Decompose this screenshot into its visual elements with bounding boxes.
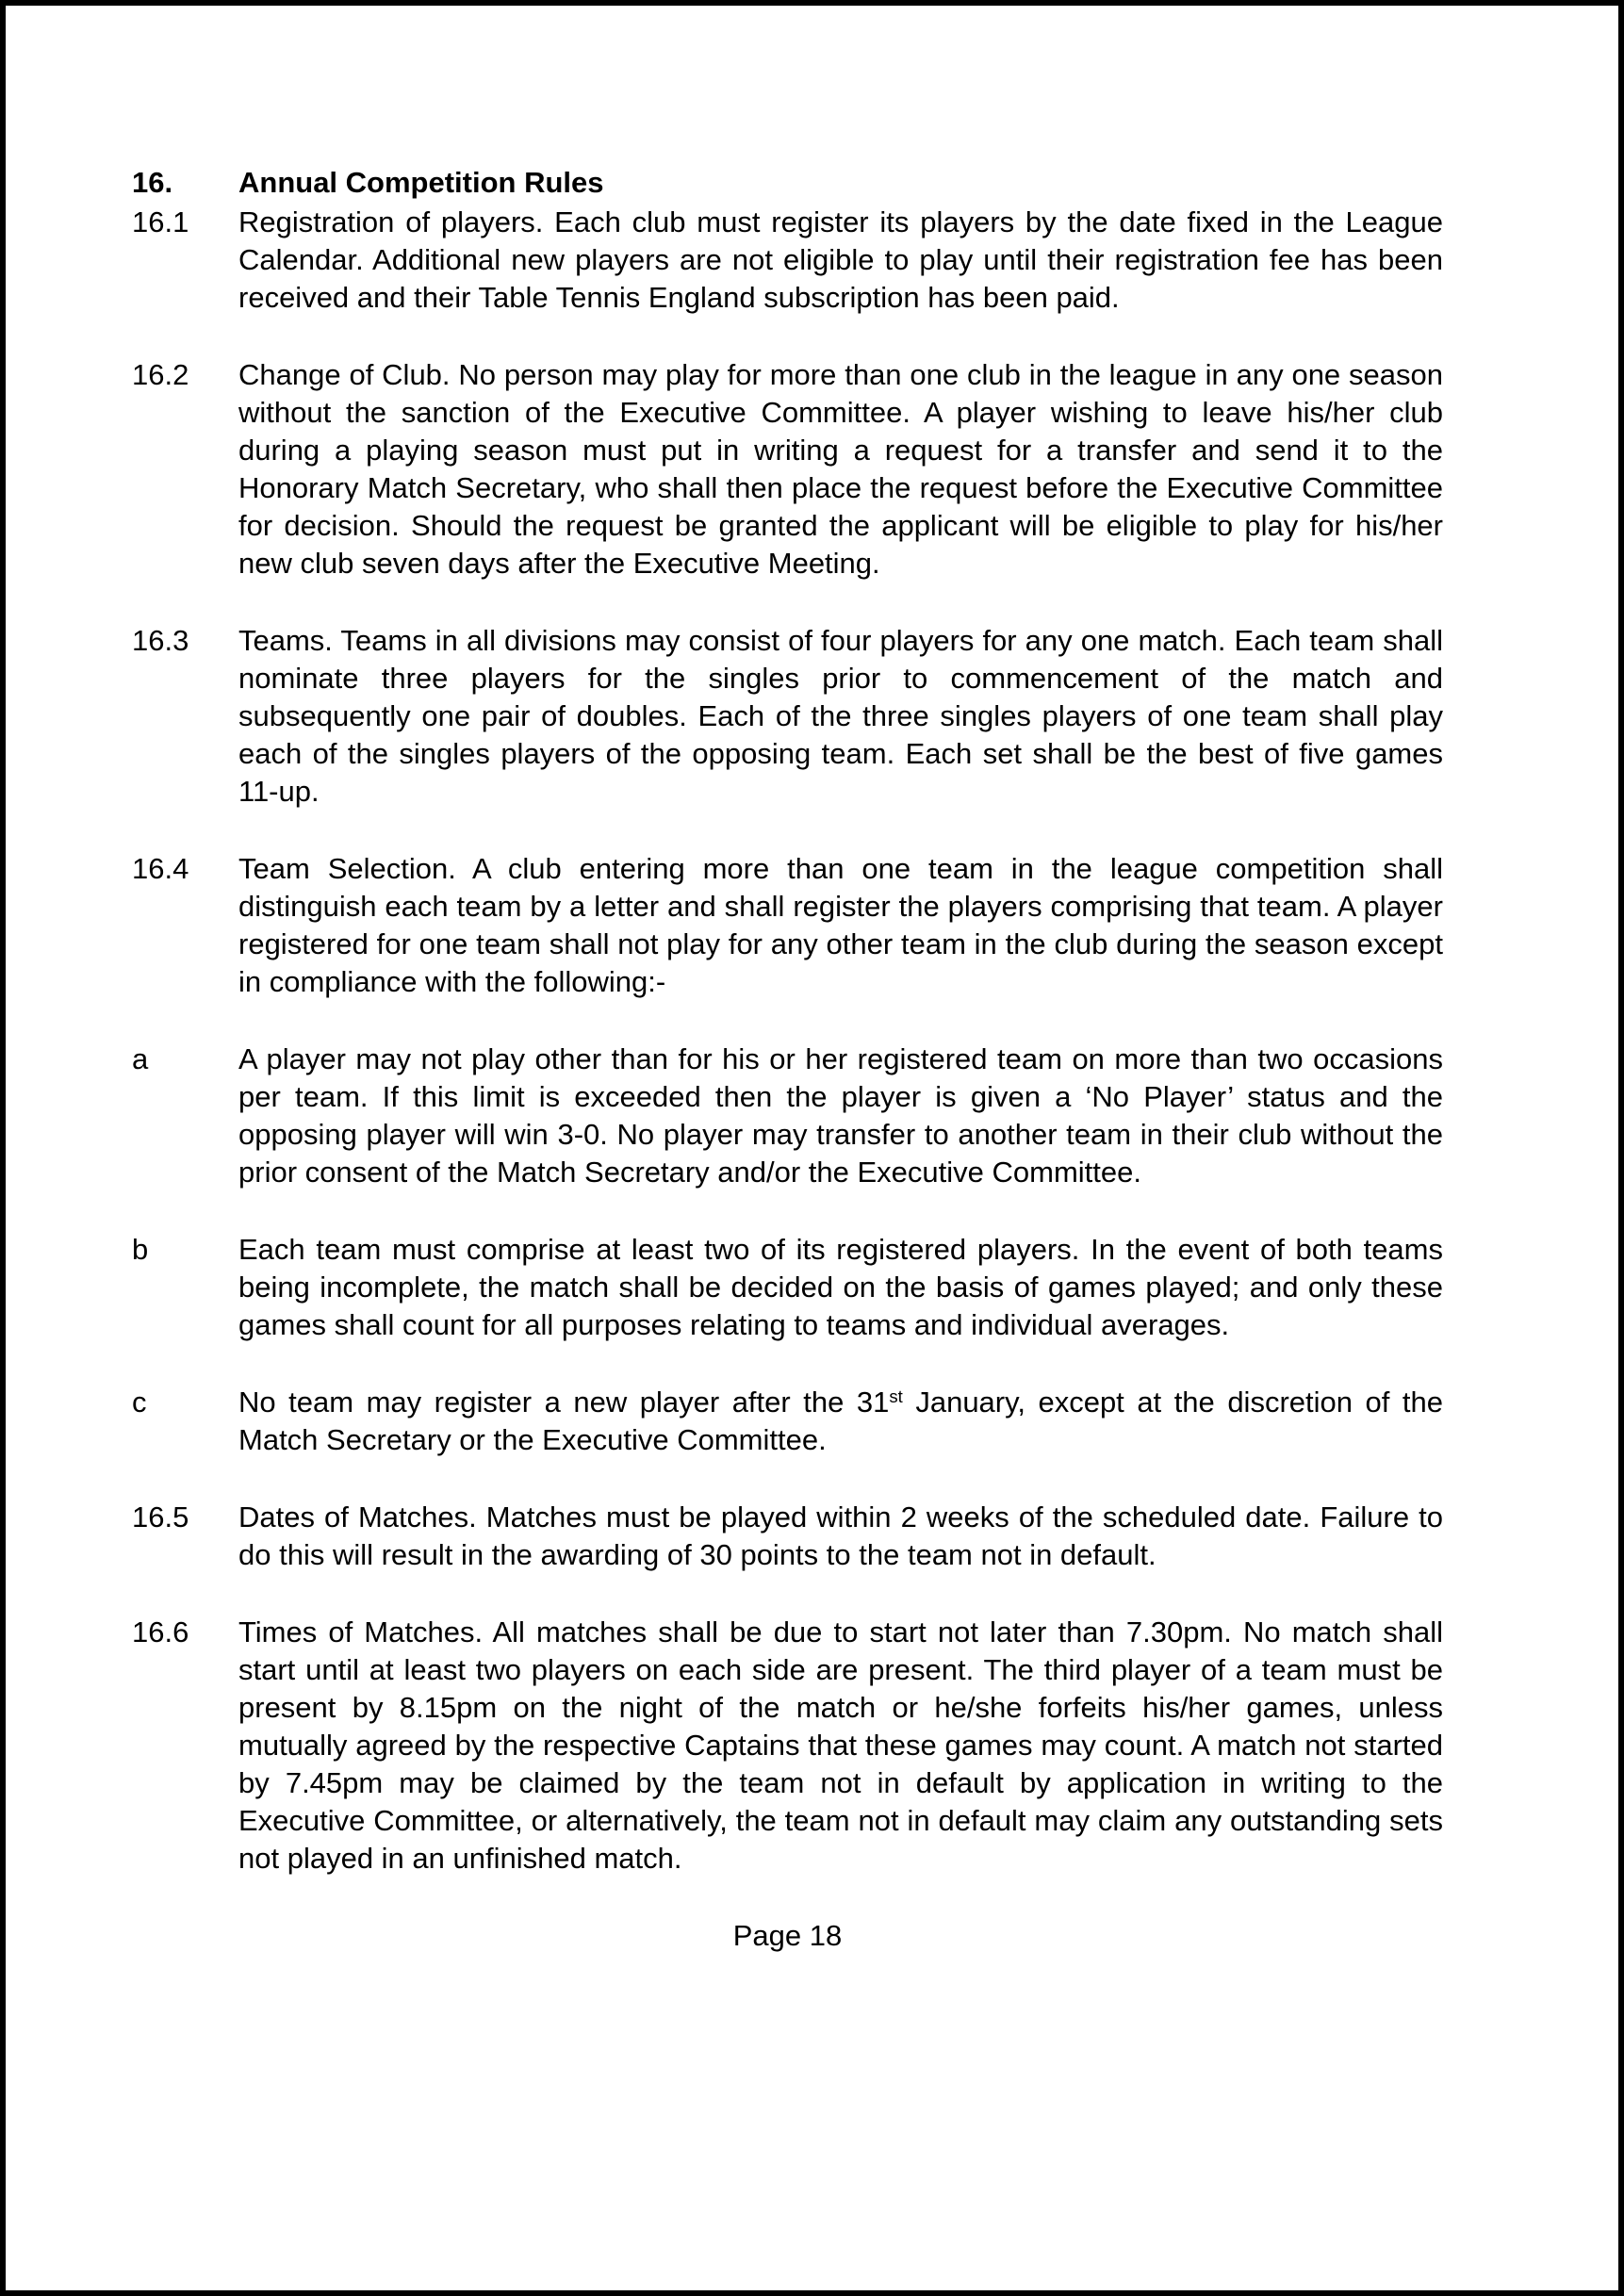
rule-number: c	[132, 1386, 147, 1419]
rule-number: 16.5	[132, 1501, 189, 1533]
rule-number: 16.4	[132, 852, 189, 885]
rule-text: A player may not play other than for his or her registered team on more than two occasions per team. If this limit is exceeded then the player is given a ‘No Player’ status and the opposing player will win 3-0. No player may transfer to another team in their club without the prior consent of the Match Secretary and/or the Executive Committee.	[238, 1042, 1443, 1189]
section-heading	[132, 164, 1443, 202]
rule-text: Teams. Teams in all divisions may consist of four players for any one match. Each team shall nominate three players for the singles prior to commencement of the match and subsequently one pair of doubles. Each of the three singles players of one team shall play each of the singles players of the opposing team. Each set shall be the best of five games 11-up.	[238, 624, 1443, 808]
rule-text-after-ordinal: January, except at the discretion of the Match Secretary or the Executive Committee.	[238, 1386, 1443, 1456]
section-title: Annual Competition Rules	[238, 166, 604, 199]
rule-item-16-4	[132, 850, 1443, 1001]
rule-text: Each team must comprise at least two of its registered players. In the event of both teams being incomplete, the match shall be decided on the basis of games played; and only these games shall count for all purposes relating to teams and individual averages.	[238, 1233, 1443, 1341]
rule-item-16-5	[132, 1499, 1443, 1574]
rule-number: 16.3	[132, 624, 189, 657]
rule-number: 16.1	[132, 205, 189, 238]
ordinal-suffix: st	[889, 1386, 903, 1406]
rule-item-b	[132, 1231, 1443, 1344]
rule-number: b	[132, 1233, 149, 1266]
rule-item-a	[132, 1041, 1443, 1191]
rule-item-c	[132, 1384, 1443, 1459]
rule-item-16-1	[132, 204, 1443, 317]
rule-number: a	[132, 1042, 149, 1075]
rule-item-16-2	[132, 356, 1443, 582]
rule-text: Dates of Matches. Matches must be played within 2 weeks of the scheduled date. Failure to do this will result in the awarding of 30 points to the team not in default.	[238, 1501, 1443, 1571]
rule-text: Team Selection. A club entering more than one team in the league competition shall distinguish each team by a letter and shall register the players comprising that team. A player registered for one team shall not play for any other team in the club during the season except in compliance with the following:-	[238, 852, 1443, 998]
rule-number: 16.6	[132, 1615, 189, 1648]
rule-text-before-ordinal: No team may register a new player after the 31	[238, 1386, 890, 1419]
rule-number: 16.2	[132, 358, 189, 391]
rule-text: Change of Club. No person may play for more than one club in the league in any one season without the sanction of the Executive Committee. A player wishing to leave his/her club during a playing season must put in writing a request for a transfer and send it to the Honorary Match Secretary, who shall then place the request before the Executive Committee for decision. Should the request be granted the applicant will be eligible to play for his/her new club seven days after the Executive Meeting.	[238, 358, 1443, 580]
document-content	[6, 6, 1618, 1955]
rule-text: Registration of players. Each club must register its players by the date fixed in the League Calendar. Additional new players are not eligible to play until their registration fee has been received and their Table Tennis England subscription has been paid.	[238, 205, 1443, 314]
rule-item-16-3	[132, 622, 1443, 811]
section-number: 16.	[132, 166, 173, 199]
rule-item-16-6	[132, 1614, 1443, 1878]
rule-text	[238, 1384, 1443, 1459]
rule-text: Times of Matches. All matches shall be due to start not later than 7.30pm. No match shall start until at least two players on each side are present. The third player of a team must be present by 8.15pm on the night of the match or he/she forfeits his/her games, unless mutually agreed by the respective Captains that these games may count. A match not started by 7.45pm may be claimed by the team not in default by application in writing to the Executive Committee, or alternatively, the team not in default may claim any outstanding sets not played in an unfinished match.	[238, 1615, 1443, 1875]
page-number: Page 18	[732, 1919, 843, 1952]
